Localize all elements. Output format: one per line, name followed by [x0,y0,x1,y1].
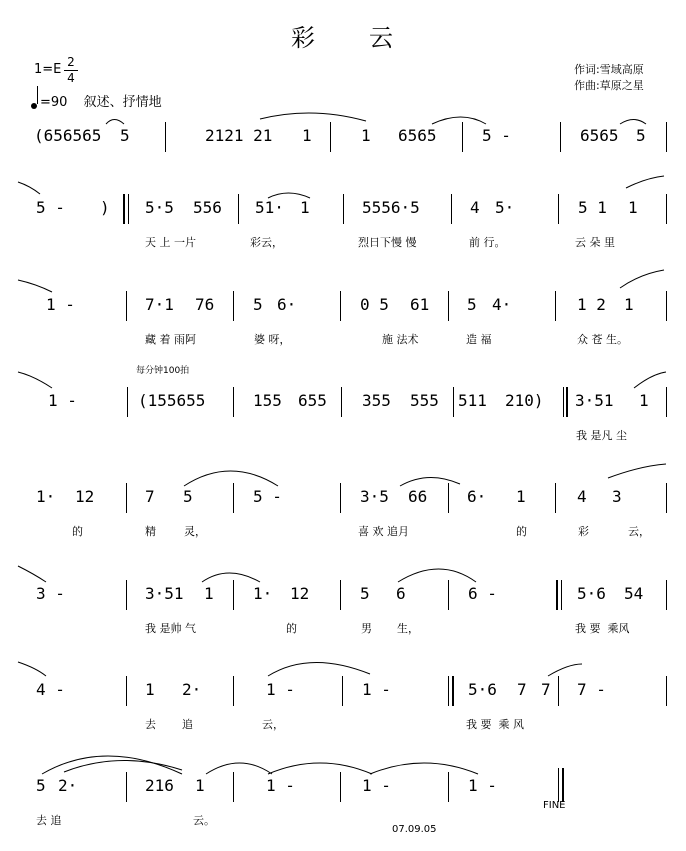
lyric: 喜 欢 追月 [358,525,409,538]
note-group: 1 [195,776,205,795]
lyric: 我 要 乘风 [575,622,630,635]
lyric: 云， [628,525,650,538]
note-group: (155655 [138,391,206,410]
note-group: 6565 [580,126,619,145]
note-group: 655 [298,391,327,410]
note-group: 4 - [36,680,65,699]
lyric: 藏 着 雨阿 [145,333,196,346]
lyric: 婆 呀， [254,333,291,346]
note-group: 555 [410,391,439,410]
lyric: 去 [145,718,156,731]
note-group: 1 2 [577,295,606,314]
note-group: 4· [492,295,512,314]
note-group: 5 [360,584,370,603]
note-group: 5 [253,295,263,314]
slur [620,120,646,125]
slur [18,662,46,676]
note-group: (656565 [34,126,102,145]
note-group: 1 [516,487,526,506]
note-group: 0 5 [360,295,389,314]
note-group: 1 [624,295,634,314]
note-group: 216 [145,776,174,795]
note-group: 3·51 [575,391,614,410]
note-group: 5556·5 [362,198,420,217]
note-group: 556 [193,198,222,217]
note-group: 2· [182,680,202,699]
lyric: 彩云， [250,236,283,249]
slur [626,176,664,188]
note-group: ) [100,198,110,217]
lyric: 施 法术 [382,333,419,346]
lyric: 去 追 [36,814,62,827]
note-group: 3·5 [360,487,389,506]
lyric: 云， [262,718,284,731]
note-group: 7 [541,680,551,699]
note-group: 5 [467,295,477,314]
lyric: 造 福 [466,333,492,346]
note-group: 7 - [577,680,606,699]
lyricist: 作词:雪域高原 [574,63,644,76]
note-group: 5 [36,776,46,795]
note-group: 5 - [36,198,65,217]
note-group: 1 [639,391,649,410]
note-group: 1 - [266,680,295,699]
note-group: 12 [290,584,310,603]
slur [42,756,182,774]
note-group: 1 [302,126,312,145]
note-group: 3 - [36,584,65,603]
tempo-change-label: 每分钟100拍 [136,366,190,376]
note-group: 5 [120,126,130,145]
note-group: 5·5 [145,198,174,217]
note-group: 1 [361,126,371,145]
note-group: 2· [58,776,78,795]
note-group: 7·1 [145,295,174,314]
slur [106,120,124,125]
slur [370,763,478,774]
slur [18,372,52,388]
lyric: 的 [516,525,527,538]
note-group: 1 [628,198,638,217]
note-group: 3 [612,487,622,506]
note-group: 4 [470,198,480,217]
slur [400,477,460,486]
slur [432,117,486,124]
note-group: 12 [75,487,95,506]
slur [18,182,40,194]
lyric: 前 行。 [469,236,506,249]
note-group: 1· [253,584,273,603]
lyric: 云。 [193,814,215,827]
note-group: 2121 21 [205,126,273,145]
slur [206,763,272,774]
lyric: 男 [361,622,372,635]
note-group: 5·6 [468,680,497,699]
lyric: 追 [182,718,193,731]
note-group: 1 [145,680,155,699]
slur [268,662,370,676]
note-group: 5 - [253,487,282,506]
note-group: 6 - [468,584,497,603]
composer: 作曲:草原之星 [574,79,644,92]
note-group: 5 1 [578,198,607,217]
fine-marking: FINE [543,800,566,811]
tempo-description: 叙述、抒情地 [83,95,162,110]
note-group: 51· [255,198,284,217]
note-group: 4 [577,487,587,506]
slur [268,193,310,198]
lyric: 精 [145,525,156,538]
lyric: 灵， [184,525,206,538]
lyric: 我 要 乘 风 [466,718,524,731]
slur [634,372,666,388]
note-group: 5 - [482,126,511,145]
note-group: 1 - [48,391,77,410]
lyric: 生， [397,622,419,635]
note-group: 1 - [266,776,295,795]
slur [608,464,666,478]
lyric: 烈日下慢 慢 [358,236,417,249]
note-group: 7 [145,487,155,506]
slur [202,573,260,582]
note-group: 355 [362,391,391,410]
note-group: 61 [410,295,430,314]
lyric: 我 是凡 尘 [576,429,627,442]
note-group: 76 [195,295,215,314]
lyric: 众 苍 生。 [577,333,628,346]
note-group: 3·51 [145,584,184,603]
note-group: 511 [458,391,487,410]
note-group: 1 - [468,776,497,795]
slur [548,664,582,676]
slur [18,566,46,582]
tempo-value: =90 [40,95,68,110]
time-sig-bottom: 4 [67,71,75,85]
note-group: 5 [636,126,646,145]
date-stamp: 07.09.05 [392,824,437,835]
lyric: 我 是帅 气 [145,622,196,635]
key-signature: 1=E [34,62,62,77]
note-group: 1 - [46,295,75,314]
slur [18,280,52,292]
slur [398,569,476,582]
note-group: 6· [467,487,487,506]
slur [620,270,664,288]
note-group: 7 [517,680,527,699]
lyric: 天 上 一片 [145,236,196,249]
slur [268,763,372,774]
lyric: 的 [72,525,83,538]
note-group: 6 [396,584,406,603]
note-group: 6· [277,295,297,314]
note-group: 5· [495,198,515,217]
note-group: 66 [408,487,428,506]
note-group: 5 [183,487,193,506]
note-group: 1 - [362,776,391,795]
note-group: 6565 [398,126,437,145]
lyric: 彩 [578,525,589,538]
slur [184,471,278,486]
note-group: 210) [505,391,544,410]
song-title: 彩 云 [291,24,395,52]
note-group: 1 [300,198,310,217]
slur [260,113,366,121]
note-group: 1 - [362,680,391,699]
note-group: 5·6 [577,584,606,603]
note-group: 1· [36,487,56,506]
lyric: 云 朵 里 [575,236,615,249]
note-group: 155 [253,391,282,410]
time-sig-top: 2 [67,55,75,69]
note-group: 54 [624,584,644,603]
note-group: 1 [204,584,214,603]
lyric: 的 [286,622,297,635]
